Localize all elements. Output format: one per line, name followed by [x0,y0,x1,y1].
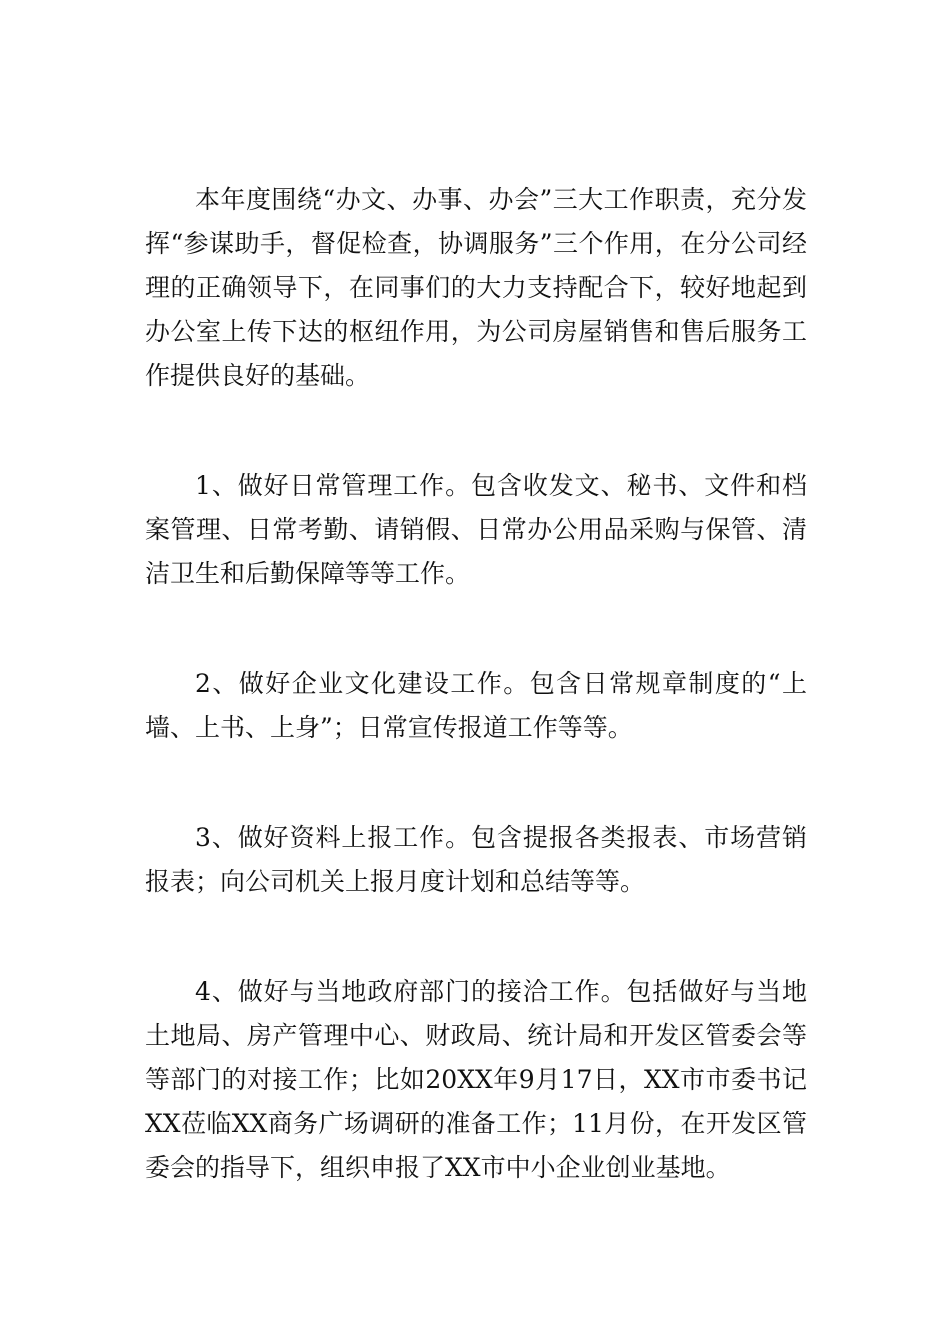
item-4-paragraph: 4、做好与当地政府部门的接洽工作。包括做好与当地土地局、房产管理中心、财政局、统计局和开发区管委会等等部门的对接工作；比如20XX年9月17日，XX市市委书记XX莅临XX商务广场调研的准备工作；11月份，在开发区管委会的指导下，组织申报了XX市中小企业创业基地。 [145,977,807,1182]
item-1-paragraph: 1、做好日常管理工作。包含收发文、秘书、文件和档案管理、日常考勤、请销假、日常办公用品采购与保管、清洁卫生和后勤保障等等工作。 [145,471,807,588]
paragraph-spacer [145,904,807,970]
document-body [145,178,807,1190]
paragraph-spacer [145,398,807,464]
paragraph-spacer [145,750,807,816]
item-3-paragraph: 3、做好资料上报工作。包含提报各类报表、市场营销报表；向公司机关上报月度计划和总结等等。 [145,823,807,896]
paragraph-spacer [145,596,807,662]
item-2-paragraph: 2、做好企业文化建设工作。包含日常规章制度的“上墙、上书、上身”；日常宣传报道工作等等。 [145,669,807,742]
intro-paragraph: 本年度围绕“办文、办事、办会”三大工作职责，充分发挥“参谋助手，督促检查，协调服务”三个作用，在分公司经理的正确领导下，在同事们的大力支持配合下，较好地起到办公室上传下达的枢纽作用，为公司房屋销售和售后服务工作提供良好的基础。 [145,185,807,390]
